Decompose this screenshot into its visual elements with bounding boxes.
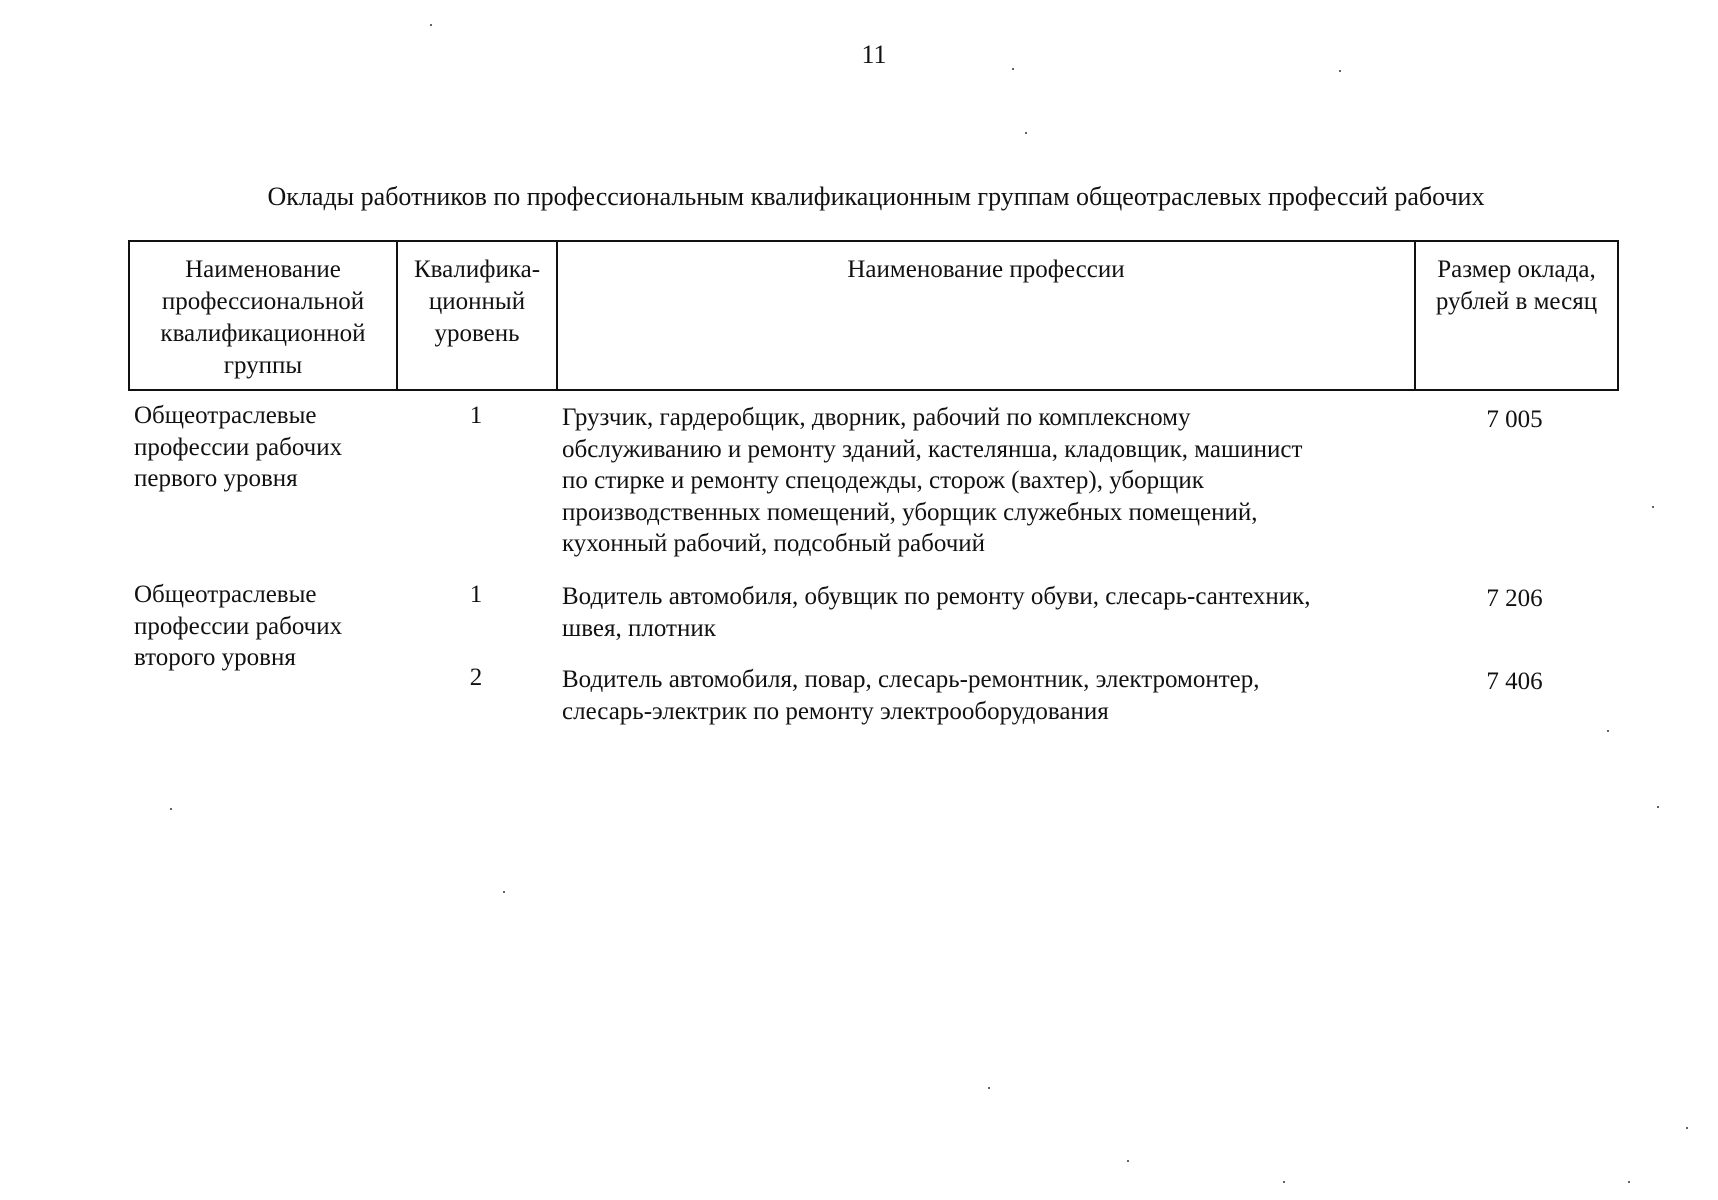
header-text-line: профессиональной [161,288,365,315]
cell-text-line: швея, плотник [562,614,716,642]
group-name-cell [134,400,374,495]
header-text-line: квалификационной [160,320,366,347]
header-text-line: Наименование профессии [847,256,1125,283]
salary-cell: 7 406 [1486,668,1543,695]
cell-text-line: первого уровня [134,465,298,492]
level-cell: 1 [469,581,483,608]
cell-text-line: Грузчик, гардеробщик, дворник, рабочий по комплексному [562,404,1191,431]
scan-speck [170,808,172,810]
salary-cell: 7 005 [1486,406,1543,433]
cell-text-line: производственных помещений, уборщик служебных помещений, [562,498,1258,526]
professions-cell [562,402,1412,560]
header-qualification-level [398,242,558,389]
scan-speck [1686,1127,1688,1129]
header-text-line: рублей в месяц [1435,288,1598,315]
page-number: 11 [861,40,887,69]
header-text-line: Квалифика- [413,256,541,283]
header-text-line: Наименование [185,256,341,283]
header-profession-name [558,242,1416,389]
scan-speck [503,891,505,893]
scan-speck [1127,1160,1129,1162]
professions-cell [562,664,1412,727]
professions-cell [562,581,1412,644]
salary-cell: 7 206 [1486,585,1543,612]
header-text-line: группы [223,352,303,379]
header-text-line: ционный [428,288,526,315]
cell-text-line: профессии рабочих [134,612,343,640]
header-text-line: Размер оклада, [1437,256,1596,283]
scan-speck [1339,70,1341,72]
cell-text-line: Водитель автомобиля, обувщик по ремонту обуви, слесарь-сантехник, [562,583,1311,610]
scan-speck [1283,1181,1285,1183]
scan-speck [1652,506,1654,508]
group-name-cell [134,579,374,674]
cell-text-line: обслуживанию и ремонту зданий, кастелянша, кладовщик, машинист [562,435,1303,463]
scan-speck [988,1087,990,1089]
document-title: Оклады работников по профессиональным квалификационным группам общеотраслевых профессий рабочих [267,182,1485,211]
table-header [128,240,1619,391]
scan-speck [1025,132,1027,134]
cell-text-line: по стирке и ремонту спецодежды, сторож (вахтер), уборщик [562,467,1204,494]
level-cell: 2 [469,664,483,691]
cell-text-line: Общеотраслевые [134,402,317,429]
scan-speck [430,24,432,26]
cell-text-line: Общеотраслевые [134,581,317,608]
cell-text-line: второго уровня [134,644,296,671]
header-group-name [130,242,398,389]
cell-text-line: слесарь-электрик по ремонту электрооборудования [562,697,1109,725]
scan-speck [1657,806,1659,808]
level-cell: 1 [469,402,483,429]
header-text-line: уровень [434,320,520,347]
scan-speck [1607,730,1609,732]
cell-text-line: профессии рабочих [134,433,343,461]
header-salary [1416,242,1617,389]
scan-speck [1628,1181,1630,1183]
cell-text-line: кухонный рабочий, подсобный рабочий [562,530,986,557]
cell-text-line: Водитель автомобиля, повар, слесарь-ремонтник, электромонтер, [562,666,1260,693]
scan-speck [1012,68,1014,70]
